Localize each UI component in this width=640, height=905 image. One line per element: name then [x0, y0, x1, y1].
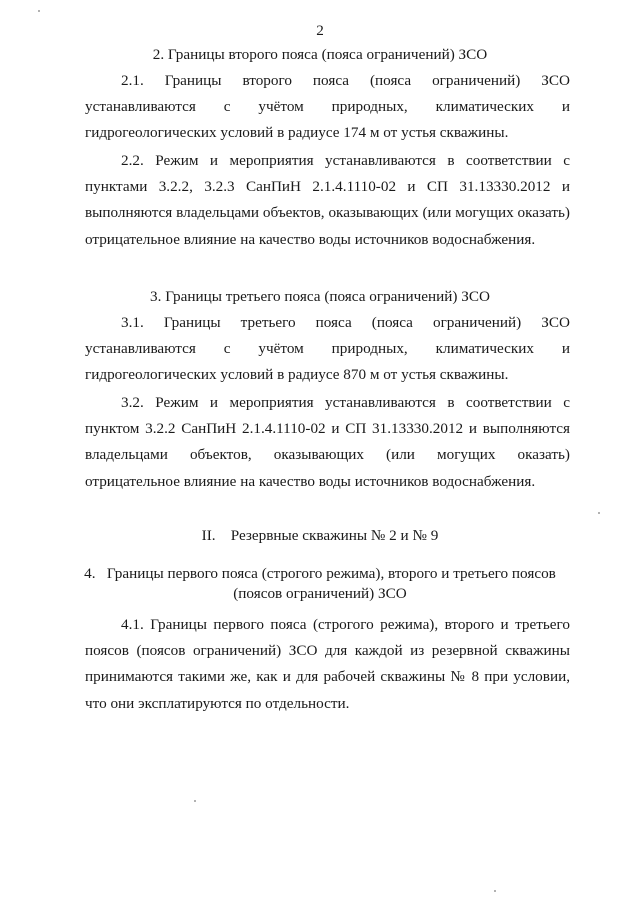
- part-2-heading: II. Резервные скважины № 2 и № 9: [201, 527, 439, 544]
- scan-speck: [38, 10, 40, 12]
- paragraph-2-1-text: 2.1. Границы второго пояса (пояса ограничений) ЗСО устанавливаются с учётом природных, климатических и гидрогеологических условий в радиусе 174 м от устья скважины.: [85, 72, 570, 142]
- scan-speck: [494, 890, 496, 892]
- page-number: 2: [316, 22, 324, 39]
- paragraph-2-1: [85, 68, 570, 147]
- section-2-heading: 2. Границы второго пояса (пояса ограничений) ЗСО: [152, 46, 488, 63]
- paragraph-4-1-text: 4.1. Границы первого пояса (строгого режима), второго и третьего поясов (поясов ограничений) ЗСО для каждой из резервной скважины принимаются такими же, как и для рабочей скважины № 8 при условии, что они эксплатируются по отдельности.: [85, 616, 570, 712]
- scan-speck: [194, 800, 196, 802]
- section-4-heading-line-2: (поясов ограничений) ЗСО: [233, 585, 407, 602]
- paragraph-3-1: [85, 310, 570, 389]
- paragraph-3-1-text: 3.1. Границы третьего пояса (пояса ограничений) ЗСО устанавливаются с учётом природных, климатических и гидрогеологических условий в радиусе 870 м от устья скважины.: [85, 314, 570, 384]
- paragraph-2-2: [85, 148, 570, 253]
- paragraph-3-2: [85, 390, 570, 495]
- paragraph-4-1: [85, 612, 570, 717]
- section-3-heading: 3. Границы третьего пояса (пояса ограничений) ЗСО: [150, 288, 490, 305]
- section-4-heading-line-1: 4. Границы первого пояса (строгого режима), второго и третьего поясов: [84, 565, 556, 582]
- paragraph-2-2-text: 2.2. Режим и мероприятия устанавливаются в соответствии с пунктами 3.2.2, 3.2.3 СанПиН 2.1.4.1110-02 и СП 31.13330.2012 и выполняются владельцами объектов, оказывающих (или могущих оказать) отрицательное влияние на качество воды источников водоснабжения.: [85, 152, 570, 248]
- scan-speck: [598, 512, 600, 514]
- paragraph-3-2-text: 3.2. Режим и мероприятия устанавливаются в соответствии с пунктом 3.2.2 СанПиН 2.1.4.1110-02 и СП 31.13330.2012 и выполняются владельцами объектов, оказывающих (или могущих оказать) отрицательное влияние на качество воды источников водоснабжения.: [85, 394, 570, 490]
